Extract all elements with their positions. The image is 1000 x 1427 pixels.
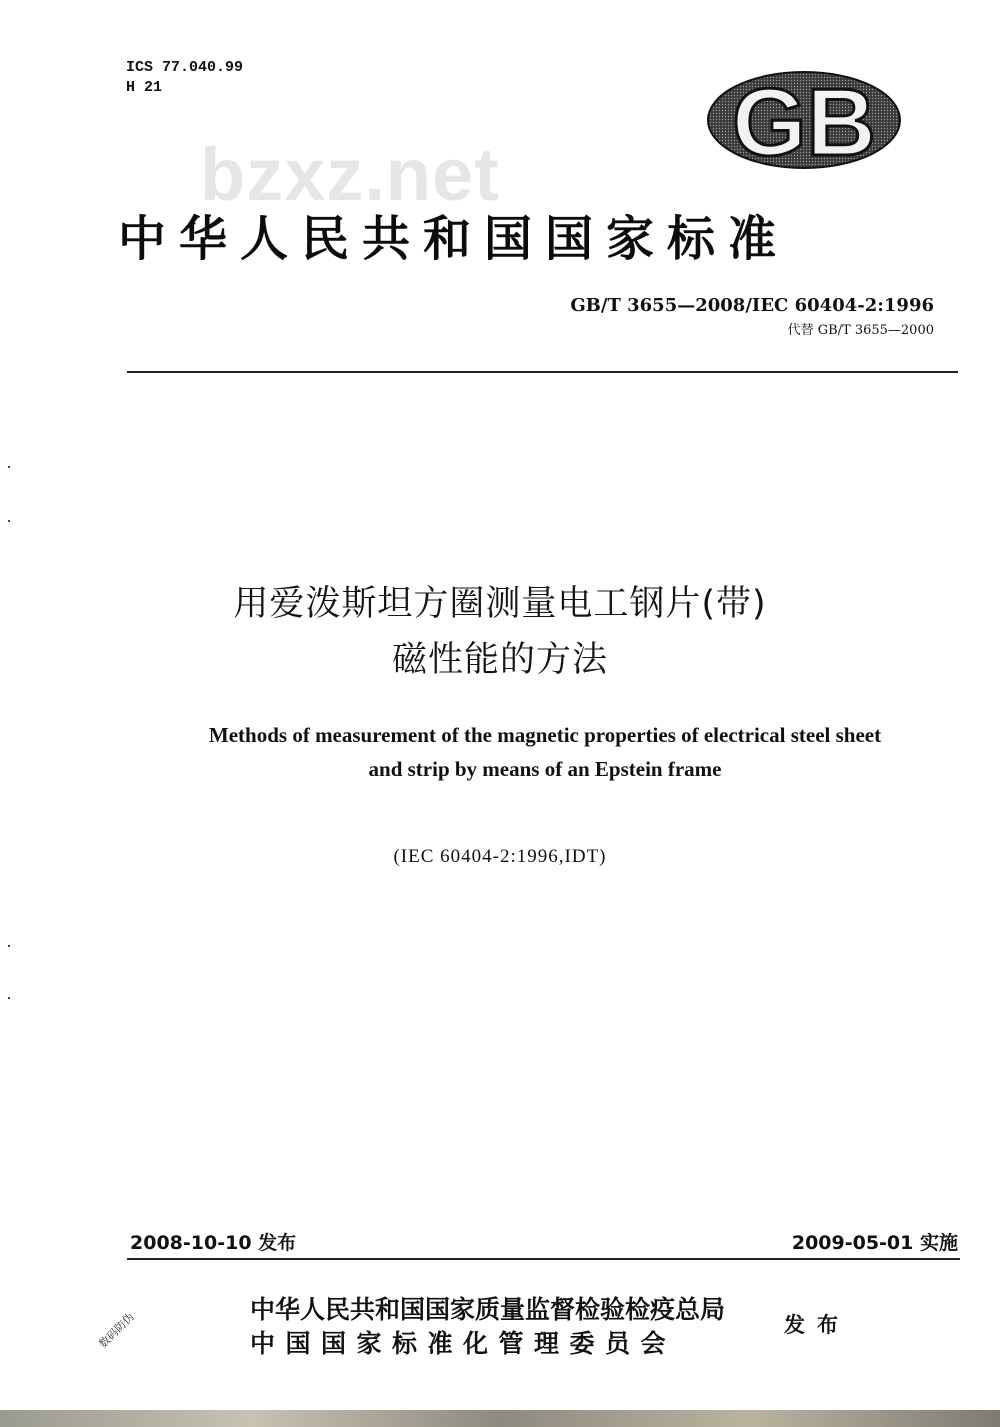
scan-mark: [8, 945, 10, 947]
class-code: H 21: [126, 79, 163, 96]
implementation-date: 2009-05-01 实施: [791, 1232, 958, 1254]
en-title: [120, 718, 970, 786]
standard-number: GB/T 3655—2008/IEC 60404-2:1996: [570, 295, 934, 316]
iec-reference: (IEC 60404-2:1996,IDT): [393, 846, 607, 867]
replaces-note: 代替 GB/T 3655—2000: [787, 323, 934, 338]
scan-mark: [8, 466, 10, 468]
en-title-line1: Methods of measurement of the magnetic properties of electrical steel sheet: [208, 723, 882, 747]
classification-block: [126, 58, 243, 98]
en-title-line2: and strip by means of an Epstein frame: [368, 757, 722, 781]
top-divider: [127, 371, 958, 373]
cn-title-line1: 用爱泼斯坦方圈测量电工钢片(带): [233, 584, 767, 624]
publish-label: 发布: [784, 1313, 850, 1337]
publisher-line2: 中国国家标准化管理委员会: [250, 1329, 677, 1358]
bottom-divider: [127, 1258, 960, 1260]
ics-code: ICS 77.040.99: [126, 59, 244, 76]
scan-mark: [8, 997, 10, 999]
gb-logo-text: GB: [732, 70, 876, 170]
standard-title: 中华人民共和国国家标准: [118, 211, 790, 267]
anti-counterfeit-stamp: 数码防伪: [96, 1310, 137, 1351]
scan-edge-strip: [0, 1410, 1000, 1427]
gb-logo: [706, 70, 902, 170]
issue-date: 2008-10-10 发布: [130, 1232, 297, 1254]
publisher-line1: 中华人民共和国国家质量监督检验检疫总局: [250, 1295, 726, 1324]
watermark: bzxz.net: [200, 133, 500, 216]
scan-mark: [8, 520, 10, 522]
cn-title-line2: 磁性能的方法: [391, 640, 608, 680]
